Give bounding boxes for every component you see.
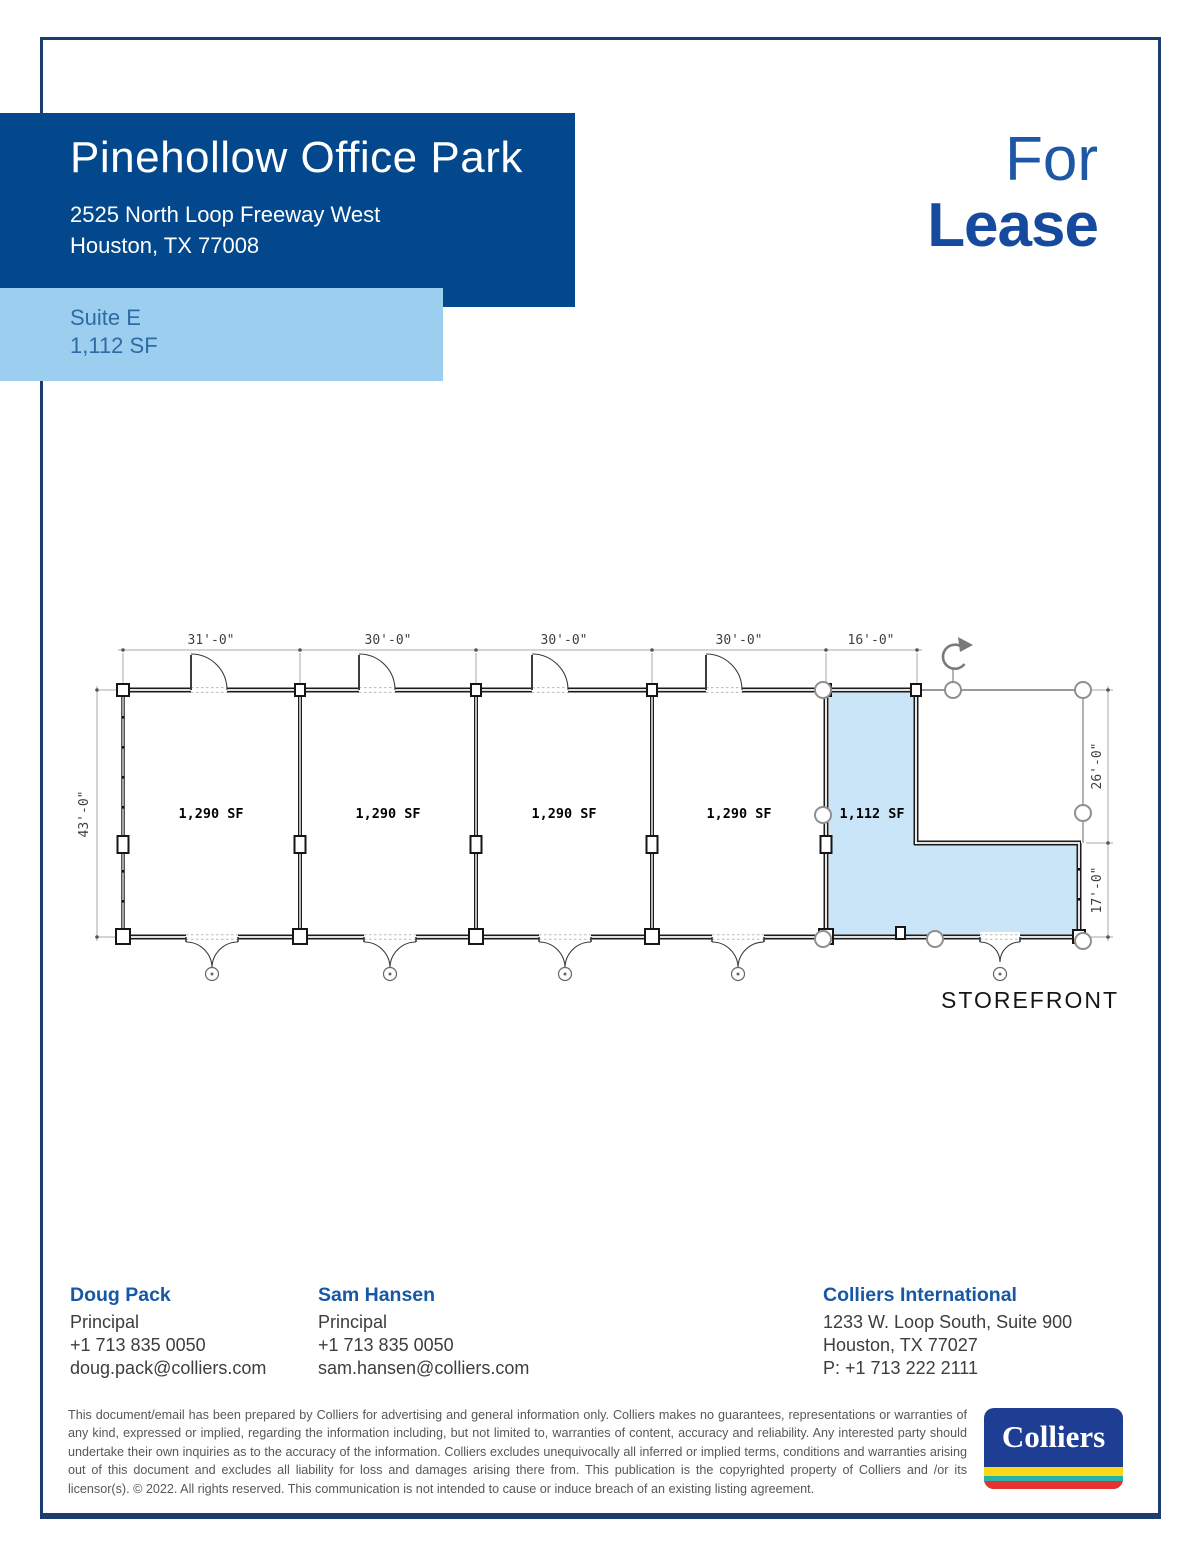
suite-size: 1,112 SF [70, 333, 158, 358]
contact-phone: +1 713 835 0050 [70, 1335, 206, 1355]
suite-4-label: 1,290 SF [706, 806, 772, 822]
contact-title: Principal [70, 1312, 140, 1332]
dim-right-upper: 26'-0" [1090, 742, 1105, 790]
logo-stripe-red [984, 1481, 1123, 1489]
dim-top-3: 30'-0" [540, 633, 588, 648]
property-address [70, 199, 380, 261]
dim-top-5: 16'-0" [847, 633, 895, 648]
address-line1: 2525 North Loop Freeway West [70, 202, 381, 227]
dim-top-2: 30'-0" [364, 633, 412, 648]
company-address-line1: 1233 W. Loop South, Suite 900 [823, 1312, 1073, 1332]
contact-title: Principal [318, 1312, 388, 1332]
company-name: Colliers International [823, 1284, 1017, 1306]
company-info-block [823, 1284, 1072, 1380]
dim-top-4: 30'-0" [715, 633, 763, 648]
contact-card-sam-hansen [318, 1284, 529, 1380]
lease-word: Lease [927, 191, 1098, 260]
colliers-logo-stripes [984, 1467, 1123, 1489]
dim-top-1: 31'-0" [187, 633, 235, 648]
suite-2-label: 1,290 SF [355, 806, 421, 822]
contact-name: Sam Hansen [318, 1284, 436, 1306]
company-phone: P: +1 713 222 2111 [823, 1358, 978, 1378]
legal-disclaimer: This document/email has been prepared by Colliers for advertising and general information only. Colliers makes no guarantees, representations or warranties of any kind, expressed or implied, regarding the information including, but not limited to, warranties of content, accuracy and reliability. Any interested party should undertake their own inquiries as to the accuracy of the information. Colliers excludes unequivocally all inferred or implied terms, conditions and warranties arising out of this document and excludes all liability for loss and damages arising there from. This publication is the copyrighted property of Colliers and /or its licensor(s). © 2022. All rights reserved. This communication is not intended to cause or induce breach of an existing listing agreement. [68, 1408, 967, 1496]
contact-phone: +1 713 835 0050 [318, 1335, 454, 1355]
colliers-logo-wordmark: Colliers [1001, 1419, 1106, 1454]
suite-3-label: 1,290 SF [531, 806, 597, 822]
suite-label: Suite E [70, 305, 141, 330]
storefront-label: STOREFRONT [940, 987, 1120, 1013]
company-address-line2: Houston, TX 77027 [823, 1335, 978, 1355]
dim-right-lower: 17'-0" [1090, 866, 1105, 914]
contact-name: Doug Pack [70, 1284, 171, 1306]
colliers-logo [984, 1408, 1123, 1489]
door-keynotes [206, 968, 1007, 981]
suite-area-labels [178, 806, 904, 822]
for-word: For [1005, 125, 1098, 194]
suite-banner-text [70, 304, 158, 360]
suite-1-label: 1,290 SF [178, 806, 244, 822]
dim-left: 43'-0" [77, 790, 92, 838]
storefront-boundary-lines [920, 668, 1083, 843]
suite-banner [0, 288, 443, 381]
header-block [0, 113, 575, 307]
rotation-compass-icon [943, 637, 973, 669]
contact-card-doug-pack [70, 1284, 266, 1380]
suite-e-label: 1,112 SF [839, 806, 905, 822]
page-title: Pinehollow Office Park [70, 133, 523, 182]
logo-stripe-yellow [984, 1467, 1123, 1476]
contact-email: doug.pack@colliers.com [70, 1358, 267, 1378]
contact-email: sam.hansen@colliers.com [318, 1358, 530, 1378]
address-line2: Houston, TX 77008 [70, 233, 260, 258]
